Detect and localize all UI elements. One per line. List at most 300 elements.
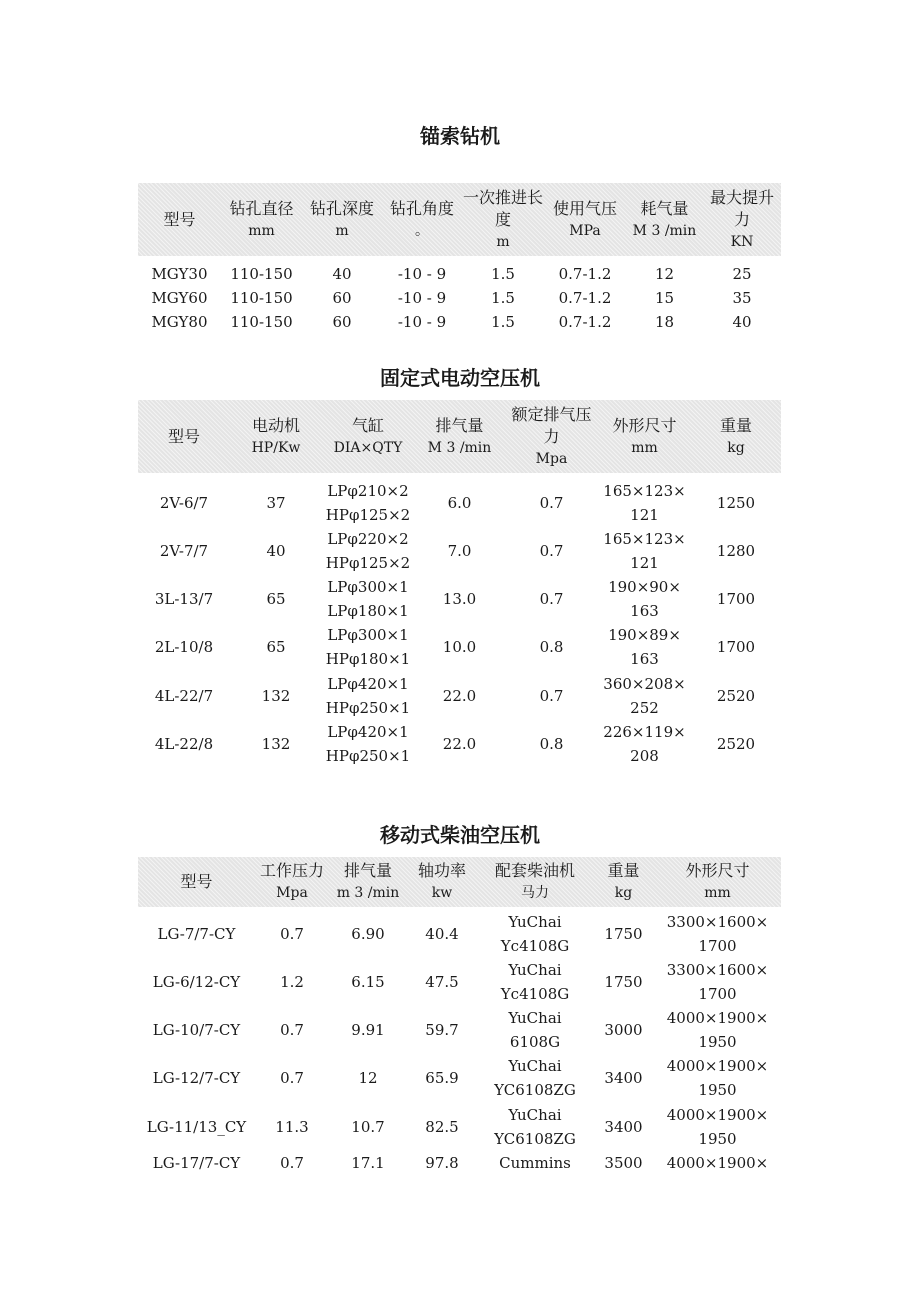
cell-line: HPφ250×1 (325, 746, 411, 765)
table-cell (382, 256, 462, 286)
column-header (138, 183, 221, 256)
table-cell (414, 473, 505, 527)
table-cell (329, 1151, 407, 1175)
table-cell (138, 310, 221, 334)
cell-line: YC6108ZG (494, 1129, 576, 1148)
cell-line: Yc4108G (500, 985, 570, 1004)
column-header-label: 重量 (607, 861, 640, 880)
cell-line: 1.5 (491, 265, 515, 283)
table-cell (691, 473, 781, 527)
anchor-drill-table (138, 183, 781, 334)
table-cell (138, 720, 230, 768)
cell-line: 0.7 (539, 542, 564, 561)
cell-line: 11.3 (275, 1117, 309, 1136)
cell-line: LPφ420×1 (327, 674, 409, 693)
column-header-label: 额定排气压力 (511, 404, 592, 446)
cell-line: 6108G (509, 1033, 561, 1052)
column-header-label: 型号 (163, 209, 196, 229)
column-header-label: 重量 (719, 415, 752, 435)
cell-line: 3000 (604, 1021, 643, 1040)
table-row (138, 473, 781, 527)
table-cell (593, 1054, 654, 1102)
column-header (505, 400, 598, 473)
cell-line: 110-150 (230, 313, 293, 331)
column-header (703, 183, 781, 256)
table-cell (598, 575, 691, 623)
table-cell (407, 1103, 477, 1151)
section-title-fixed-electric-compressor: 固定式电动空压机 (380, 366, 540, 390)
cell-line: MGY80 (151, 313, 208, 331)
table-row (138, 672, 781, 720)
column-header-label: 电动机 (251, 415, 300, 435)
cell-line: 208 (630, 746, 659, 765)
cell-line: 2520 (716, 734, 756, 753)
section-title-anchor-drill: 锚索钻机 (420, 124, 500, 148)
cell-line: HPφ180×1 (325, 650, 411, 669)
cell-line: 110-150 (230, 265, 293, 283)
cell-line: 0.8 (539, 638, 564, 657)
table-cell (654, 1103, 781, 1151)
cell-line: 1.2 (280, 973, 304, 992)
cell-line: 0.7 (280, 1153, 304, 1172)
cell-line: 4000×1900× (666, 1105, 769, 1124)
column-header-label: 外形尺寸 (685, 861, 750, 880)
cell-line: LPφ210×2 (327, 482, 409, 500)
cell-line: 60 (332, 289, 352, 307)
table-cell (703, 256, 781, 286)
cell-line: LG-7/7-CY (157, 925, 236, 943)
cell-line: 0.7 (280, 1069, 304, 1088)
cell-line: LPφ180×1 (327, 602, 409, 621)
cell-line: 25 (732, 265, 752, 283)
table-cell (255, 958, 329, 1006)
table-cell (322, 575, 414, 623)
cell-line: 10.7 (351, 1117, 385, 1136)
table-cell (598, 527, 691, 575)
table-cell (593, 1006, 654, 1054)
table-cell (221, 256, 302, 286)
cell-line: 40.4 (425, 925, 459, 943)
column-header-label: 钻孔深度 (309, 198, 374, 218)
table-cell (593, 907, 654, 958)
table-row (138, 623, 781, 671)
table-cell (691, 623, 781, 671)
table-row (138, 1006, 781, 1054)
cell-line: 37 (266, 494, 286, 512)
table-cell (382, 310, 462, 334)
table-cell (593, 1151, 654, 1175)
table-cell (654, 958, 781, 1006)
table-cell (462, 286, 544, 310)
table-cell (138, 527, 230, 575)
cell-line: 6.90 (351, 925, 385, 943)
column-header-unit: mm (631, 439, 658, 456)
cell-line: 3L-13/7 (154, 590, 214, 609)
cell-line: 0.7 (280, 1021, 304, 1040)
cell-line: 65 (266, 638, 286, 657)
table-cell (598, 720, 691, 768)
column-header-unit: m (335, 222, 349, 239)
column-header-unit: kg (727, 439, 745, 456)
column-header (221, 183, 302, 256)
table-row (138, 1054, 781, 1102)
cell-line: 1.5 (491, 313, 515, 331)
table-cell (230, 623, 322, 671)
table-cell (322, 623, 414, 671)
cell-line: -10 - 9 (397, 289, 447, 307)
table-cell (302, 256, 382, 286)
cell-line: 9.91 (351, 1021, 385, 1040)
cell-line: 6.15 (351, 973, 385, 992)
table-cell (598, 473, 691, 527)
column-header (477, 857, 593, 907)
table-cell (505, 527, 598, 575)
cell-line: 1750 (604, 973, 643, 992)
table-cell (382, 286, 462, 310)
column-header-unit: MPa (569, 222, 601, 239)
table-cell (691, 527, 781, 575)
cell-line: 0.7-1.2 (558, 289, 612, 307)
section-title-mobile-diesel-compressor: 移动式柴油空压机 (380, 823, 540, 847)
column-header (382, 183, 462, 256)
cell-line: LPφ300×1 (327, 626, 409, 645)
column-header-label: 型号 (167, 426, 200, 446)
column-header-label: 排气量 (343, 861, 392, 880)
table-cell (462, 256, 544, 286)
cell-line: HPφ125×2 (325, 506, 411, 524)
column-header-label: 耗气量 (640, 198, 689, 218)
table-cell (302, 286, 382, 310)
cell-line: 0.7-1.2 (558, 265, 612, 283)
cell-line: 13.0 (442, 590, 477, 609)
column-header-unit: m 3 /min (336, 885, 400, 901)
cell-line: 0.7 (539, 686, 564, 705)
table-cell (255, 907, 329, 958)
cell-line: Cummins (499, 1153, 571, 1172)
cell-line: LG-10/7-CY (152, 1021, 241, 1040)
column-header (544, 183, 626, 256)
cell-line: 163 (630, 650, 659, 669)
table-cell (703, 286, 781, 310)
table-header-row (138, 183, 781, 256)
column-header-label: 排气量 (435, 415, 484, 435)
table-cell (414, 527, 505, 575)
table-cell (477, 1006, 593, 1054)
table-cell (329, 1054, 407, 1102)
table-cell (407, 1006, 477, 1054)
cell-line: 121 (630, 506, 659, 524)
table-row (138, 286, 781, 310)
table-cell (544, 310, 626, 334)
cell-line: MGY30 (151, 265, 208, 283)
cell-line: 35 (732, 289, 752, 307)
cell-line: 165×123× (603, 482, 686, 500)
column-header (255, 857, 329, 907)
table-cell (407, 1054, 477, 1102)
cell-line: 0.8 (539, 734, 564, 753)
cell-line: 3400 (604, 1069, 643, 1088)
table-row (138, 310, 781, 334)
table-cell (691, 575, 781, 623)
column-header-label: 外形尺寸 (612, 415, 677, 435)
cell-line: 97.8 (425, 1153, 459, 1172)
table-cell (138, 623, 230, 671)
cell-line: 165×123× (603, 530, 686, 549)
cell-line: LPφ420×1 (327, 722, 409, 741)
cell-line: 2V-7/7 (159, 542, 209, 561)
table-cell (477, 907, 593, 958)
column-header-unit: mm (248, 222, 275, 239)
cell-line: 1750 (604, 925, 643, 943)
table-cell (221, 310, 302, 334)
cell-line: 15 (654, 289, 675, 307)
column-header (329, 857, 407, 907)
cell-line: 2V-6/7 (159, 494, 209, 512)
table-cell (477, 958, 593, 1006)
cell-line: 0.7-1.2 (558, 313, 612, 331)
cell-line: LG-6/12-CY (152, 973, 241, 992)
cell-line: LG-11/13_CY (146, 1117, 247, 1136)
cell-line: LPφ300×1 (327, 578, 409, 597)
table-cell (654, 1006, 781, 1054)
table-cell (593, 958, 654, 1006)
table-cell (626, 256, 703, 286)
table-cell (414, 672, 505, 720)
table-cell (138, 256, 221, 286)
cell-line: 1950 (698, 1033, 737, 1052)
column-header (230, 400, 322, 473)
table-cell (505, 473, 598, 527)
cell-line: LG-17/7-CY (152, 1153, 241, 1172)
cell-line: 4L-22/7 (154, 686, 214, 705)
table-cell (329, 958, 407, 1006)
cell-line: 10.0 (442, 638, 477, 657)
table-cell (703, 310, 781, 334)
cell-line: 12 (654, 265, 675, 283)
table-cell (230, 720, 322, 768)
cell-line: 252 (630, 698, 659, 717)
table-cell (138, 672, 230, 720)
column-header (626, 183, 703, 256)
column-header-unit: kg (614, 885, 633, 901)
mobile-diesel-compressor-table (138, 857, 781, 1175)
column-header-unit: M 3 /min (632, 222, 697, 239)
cell-line: 7.0 (447, 542, 472, 561)
column-header-label: 工作压力 (259, 861, 324, 880)
cell-line: 2520 (716, 686, 756, 705)
table-cell (329, 1006, 407, 1054)
table-cell (230, 672, 322, 720)
table-cell (477, 1103, 593, 1151)
fixed-electric-compressor-table (138, 400, 781, 768)
cell-line: YuChai (508, 1105, 562, 1124)
cell-line: 60 (332, 313, 352, 331)
table-row (138, 907, 781, 958)
cell-line: 40 (732, 313, 752, 331)
column-header-label: 一次推进长度 (462, 187, 543, 229)
table-cell (322, 720, 414, 768)
table-row (138, 256, 781, 286)
column-header (598, 400, 691, 473)
cell-line: 22.0 (442, 734, 477, 753)
table-cell (138, 1006, 255, 1054)
cell-line: MGY60 (151, 289, 208, 307)
cell-line: 1700 (698, 985, 737, 1004)
column-header-label: 使用气压 (552, 198, 617, 218)
cell-line: 1950 (698, 1081, 737, 1100)
table-cell (407, 907, 477, 958)
column-header (691, 400, 781, 473)
cell-line: 1700 (716, 590, 756, 609)
column-header-label: 最大提升力 (709, 187, 774, 229)
cell-line: HPφ125×2 (325, 554, 411, 573)
table-cell (654, 1151, 781, 1175)
cell-line: 3300×1600× (666, 913, 769, 931)
table-row (138, 958, 781, 1006)
table-cell (302, 310, 382, 334)
table-cell (138, 958, 255, 1006)
cell-line: 110-150 (230, 289, 293, 307)
column-header (302, 183, 382, 256)
cell-line: 1950 (698, 1129, 737, 1148)
table-row (138, 1151, 781, 1175)
cell-line: 47.5 (425, 973, 459, 992)
cell-line: 22.0 (442, 686, 477, 705)
column-header-unit: kw (431, 885, 453, 901)
table-cell (329, 1103, 407, 1151)
cell-line: 59.7 (425, 1021, 459, 1040)
column-header-unit: Mpa (535, 450, 568, 467)
table-cell (414, 623, 505, 671)
cell-line: Yc4108G (500, 937, 570, 955)
column-header-unit: HP/Kw (251, 439, 301, 456)
cell-line: 163 (630, 602, 659, 621)
table-cell (593, 1103, 654, 1151)
cell-line: -10 - 9 (397, 265, 447, 283)
cell-line: 132 (261, 686, 291, 705)
table-header-row (138, 400, 781, 473)
cell-line: 190×89× (608, 626, 681, 645)
cell-line: 17.1 (351, 1153, 385, 1172)
cell-line: 3400 (604, 1117, 643, 1136)
table-cell (598, 623, 691, 671)
cell-line: -10 - 9 (397, 313, 447, 331)
cell-line: 190×90× (608, 578, 681, 597)
column-header-unit: DIA×QTY (333, 439, 403, 456)
cell-line: 1700 (698, 937, 737, 955)
column-header (138, 400, 230, 473)
column-header-label: 气缸 (351, 415, 384, 435)
table-cell (138, 473, 230, 527)
column-header-unit: M 3 /min (427, 439, 492, 456)
table-cell (255, 1103, 329, 1151)
table-cell (138, 907, 255, 958)
cell-line: 0.7 (539, 494, 564, 512)
column-header-unit: 马力 (521, 885, 549, 901)
table-cell (544, 286, 626, 310)
column-header (322, 400, 414, 473)
table-cell (626, 310, 703, 334)
table-cell (138, 575, 230, 623)
cell-line: 1280 (716, 542, 756, 561)
table-cell (477, 1151, 593, 1175)
table-cell (691, 672, 781, 720)
table-cell (138, 1103, 255, 1151)
table-cell (505, 575, 598, 623)
table-cell (407, 1151, 477, 1175)
table-cell (477, 1054, 593, 1102)
table-cell (414, 720, 505, 768)
cell-line: 3300×1600× (666, 961, 769, 980)
cell-line: 1.5 (491, 289, 515, 307)
cell-line: LPφ220×2 (327, 530, 409, 549)
table-cell (138, 1151, 255, 1175)
table-cell (255, 1151, 329, 1175)
column-header-unit: mm (704, 885, 731, 901)
cell-line: HPφ250×1 (325, 698, 411, 717)
table-cell (505, 720, 598, 768)
cell-line: 121 (630, 554, 659, 573)
table-cell (322, 473, 414, 527)
cell-line: 18 (654, 313, 675, 331)
cell-line: 360×208× (603, 674, 686, 693)
cell-line: YuChai (508, 961, 562, 980)
cell-line: 0.7 (539, 590, 564, 609)
column-header-label: 钻孔直径 (229, 198, 294, 218)
column-header-label: 配套柴油机 (494, 861, 575, 880)
cell-line: YC6108ZG (494, 1081, 576, 1100)
cell-line: YuChai (508, 1009, 562, 1028)
cell-line: 4000×1900× (666, 1009, 769, 1028)
table-cell (221, 286, 302, 310)
cell-line: 12 (358, 1069, 378, 1088)
table-cell (654, 907, 781, 958)
cell-line: 6.0 (447, 494, 472, 512)
table-cell (462, 310, 544, 334)
cell-line: 3500 (604, 1153, 643, 1172)
cell-line: 132 (261, 734, 291, 753)
cell-line: 1250 (716, 494, 756, 512)
column-header (138, 857, 255, 907)
column-header-label: 型号 (180, 872, 213, 891)
cell-line: 0.7 (280, 925, 304, 943)
table-cell (230, 527, 322, 575)
table-cell (505, 672, 598, 720)
table-cell (138, 286, 221, 310)
cell-line: YuChai (508, 1057, 562, 1076)
cell-line: 82.5 (425, 1117, 459, 1136)
table-row (138, 575, 781, 623)
table-row (138, 720, 781, 768)
table-cell (544, 256, 626, 286)
cell-line: 65.9 (425, 1069, 459, 1088)
table-cell (505, 623, 598, 671)
table-cell (598, 672, 691, 720)
table-row (138, 1103, 781, 1151)
cell-line: YuChai (508, 913, 562, 931)
cell-line: 40 (332, 265, 352, 283)
cell-line: 65 (266, 590, 286, 609)
table-cell (322, 527, 414, 575)
column-header-label: 钻孔角度 (389, 198, 454, 218)
column-header (407, 857, 477, 907)
column-header-unit: KN (730, 233, 754, 250)
table-cell (322, 672, 414, 720)
table-cell (255, 1006, 329, 1054)
table-cell (255, 1054, 329, 1102)
column-header (462, 183, 544, 256)
cell-line: 4000×1900× (666, 1057, 769, 1076)
